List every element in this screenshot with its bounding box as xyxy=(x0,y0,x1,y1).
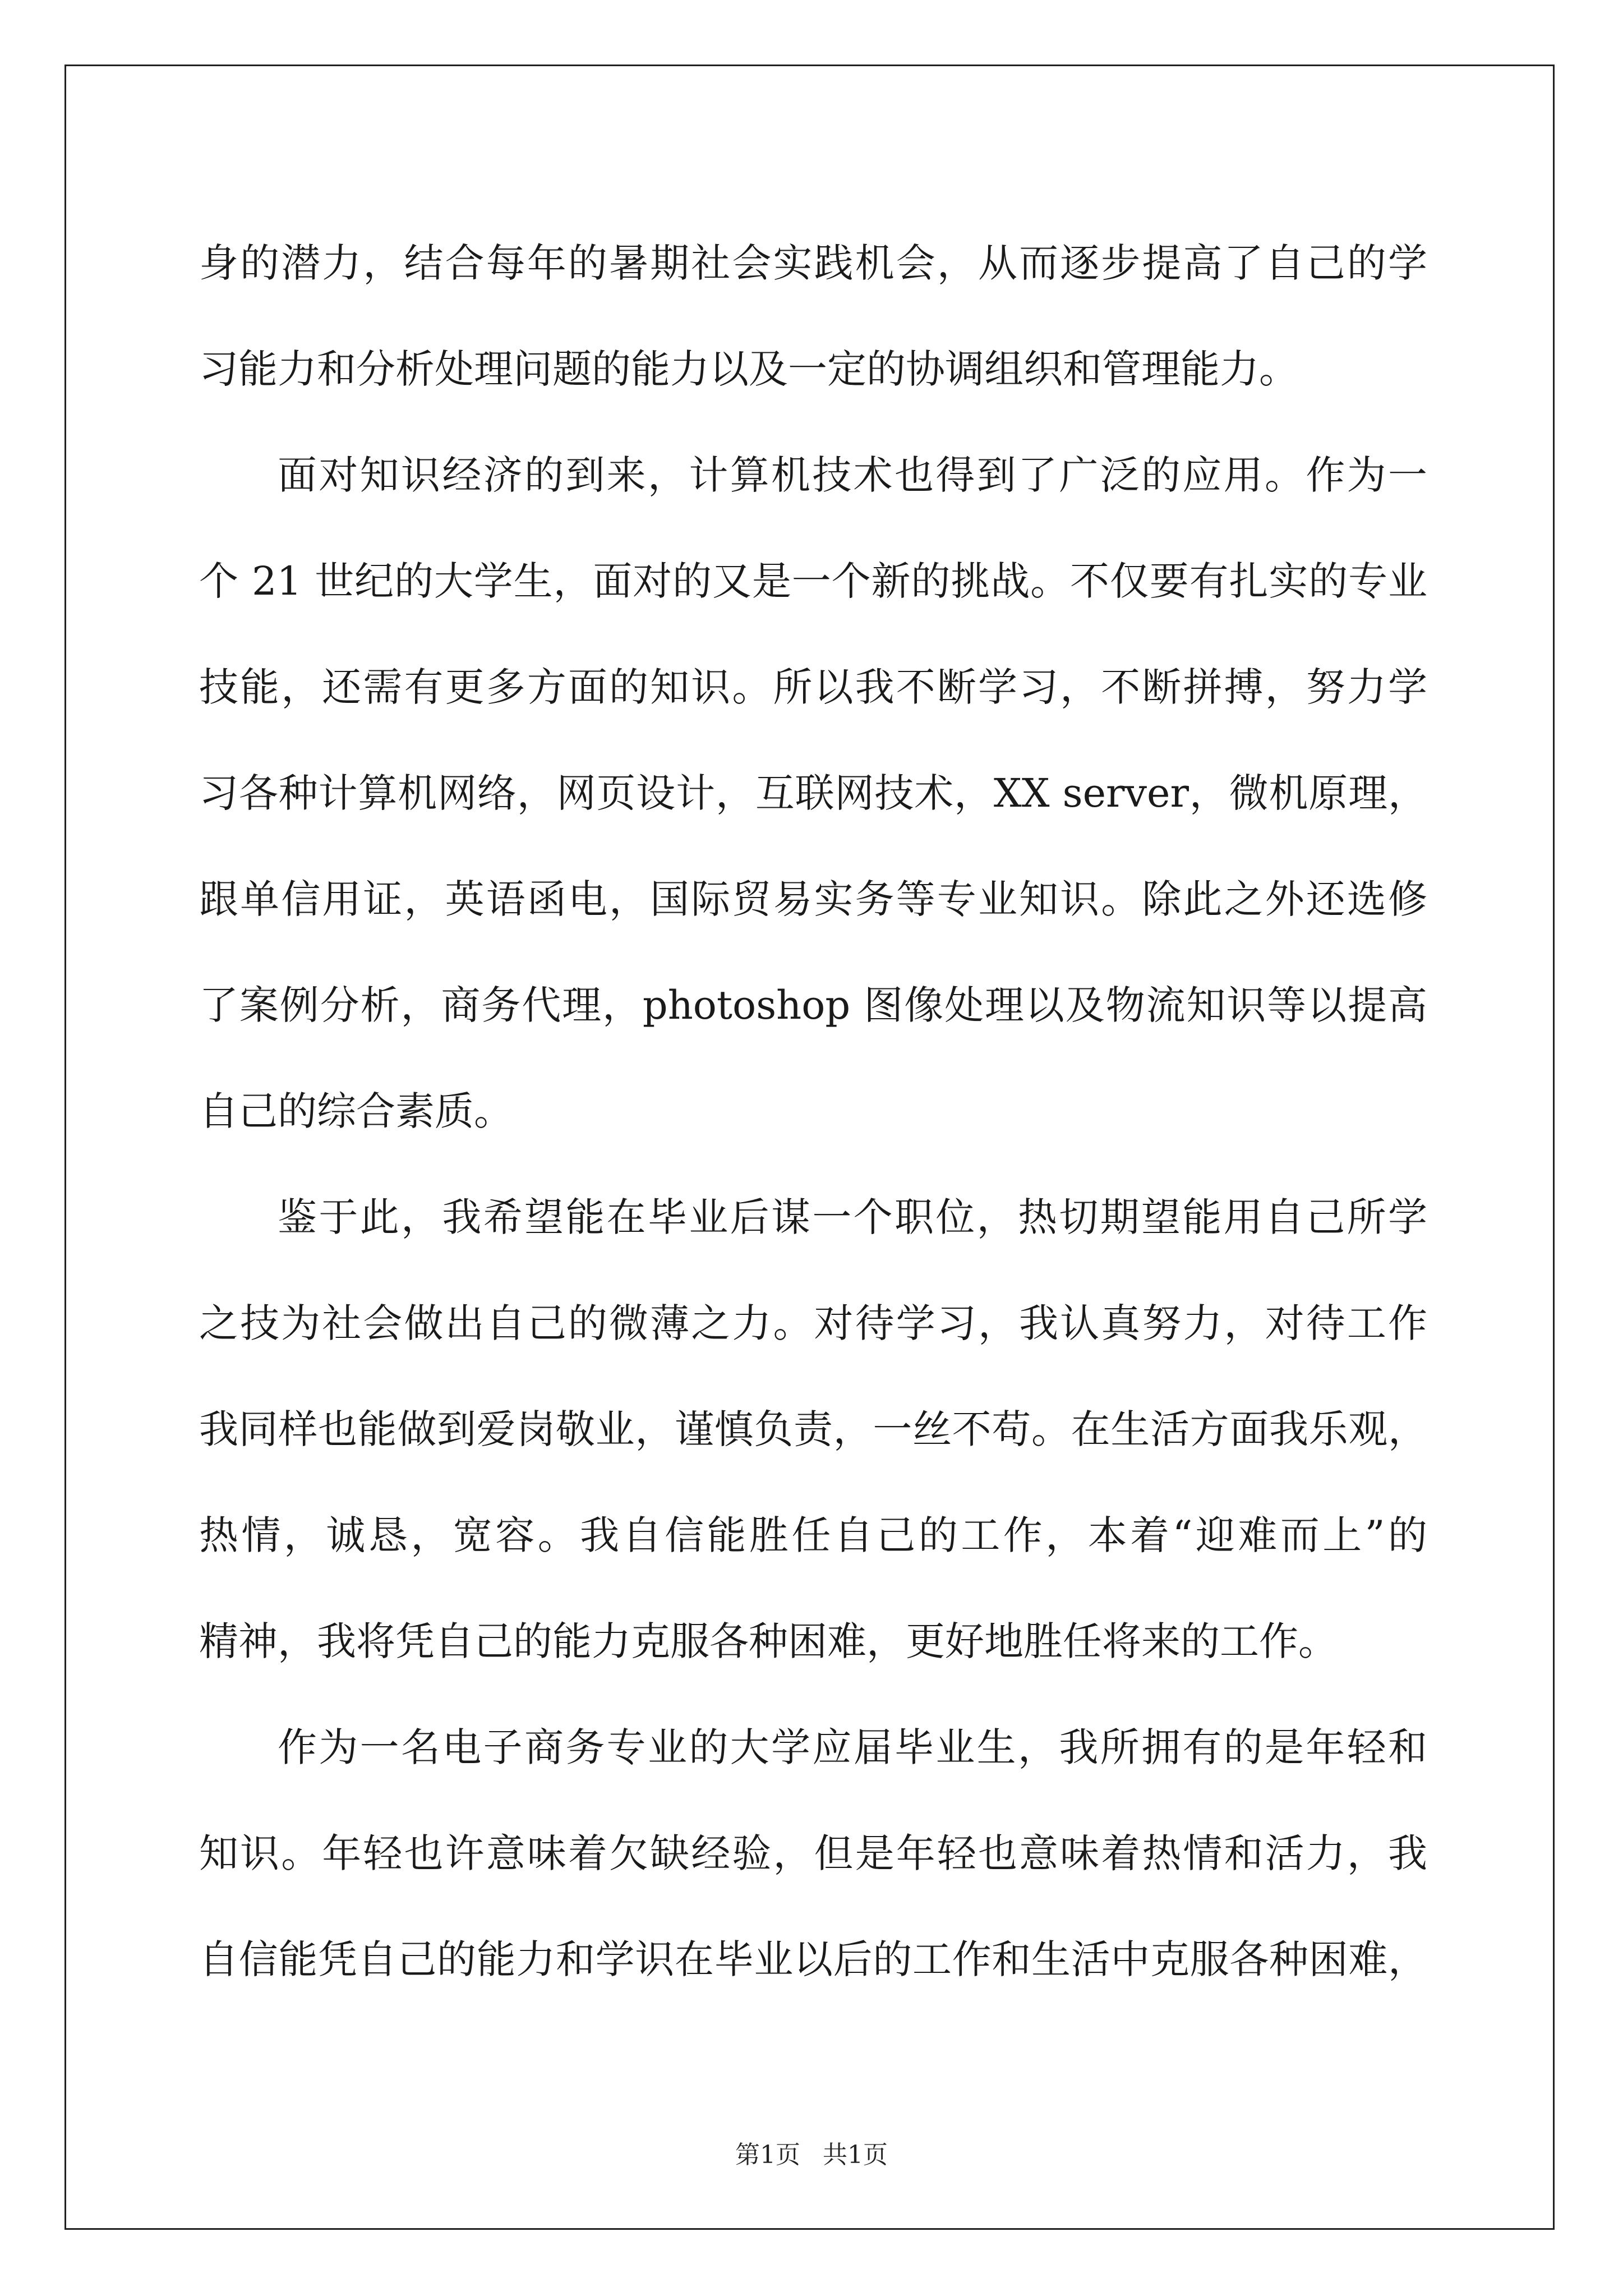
text-line: 了案例分析，商务代理，photoshop 图像处理以及物流知识等以提高 xyxy=(199,982,1427,1028)
text-line: 之技为社会做出自己的微薄之力。对待学习，我认真努力，对待工作 xyxy=(199,1300,1427,1346)
text-line: 习能力和分析处理问题的能力以及一定的协调组织和管理能力。 xyxy=(199,346,1298,392)
page-footer xyxy=(0,2134,1623,2170)
text-line: 自信能凭自己的能力和学识在毕业以后的工作和生活中克服各种困难， xyxy=(199,1936,1427,1982)
text-line: 跟单信用证，英语函电，国际贸易实务等专业知识。除此之外还选修 xyxy=(199,876,1427,922)
text-line: 习各种计算机网络，网页设计，互联网技术，XX server，微机原理， xyxy=(199,770,1427,816)
text-line: 我同样也能做到爱岗敬业，谨慎负责，一丝不苟。在生活方面我乐观， xyxy=(199,1406,1427,1452)
text-line: 精神，我将凭自己的能力克服各种困难，更好地胜任将来的工作。 xyxy=(199,1618,1338,1664)
text-line: 热情，诚恳，宽容。我自信能胜任自己的工作，本着“迎难而上”的 xyxy=(199,1512,1427,1558)
page-number: 第1页 xyxy=(735,2141,800,2169)
text-line: 自己的综合素质。 xyxy=(199,1088,513,1134)
text-line: 知识。年轻也许意味着欠缺经验，但是年轻也意味着热情和活力，我 xyxy=(199,1830,1427,1876)
text-line: 作为一名电子商务专业的大学应届毕业生，我所拥有的是年轻和 xyxy=(278,1724,1427,1770)
document-body xyxy=(199,210,1427,2013)
page-total: 共1页 xyxy=(823,2141,888,2169)
text-line: 技能，还需有更多方面的知识。所以我不断学习，不断拼搏，努力学 xyxy=(199,664,1427,710)
text-line: 身的潜力，结合每年的暑期社会实践机会，从而逐步提高了自己的学 xyxy=(199,240,1427,286)
text-line: 个 21 世纪的大学生，面对的又是一个新的挑战。不仅要有扎实的专业 xyxy=(199,558,1427,604)
text-line: 鉴于此，我希望能在毕业后谋一个职位，热切期望能用自己所学 xyxy=(278,1194,1427,1240)
text-line: 面对知识经济的到来，计算机技术也得到了广泛的应用。作为一 xyxy=(278,452,1427,498)
